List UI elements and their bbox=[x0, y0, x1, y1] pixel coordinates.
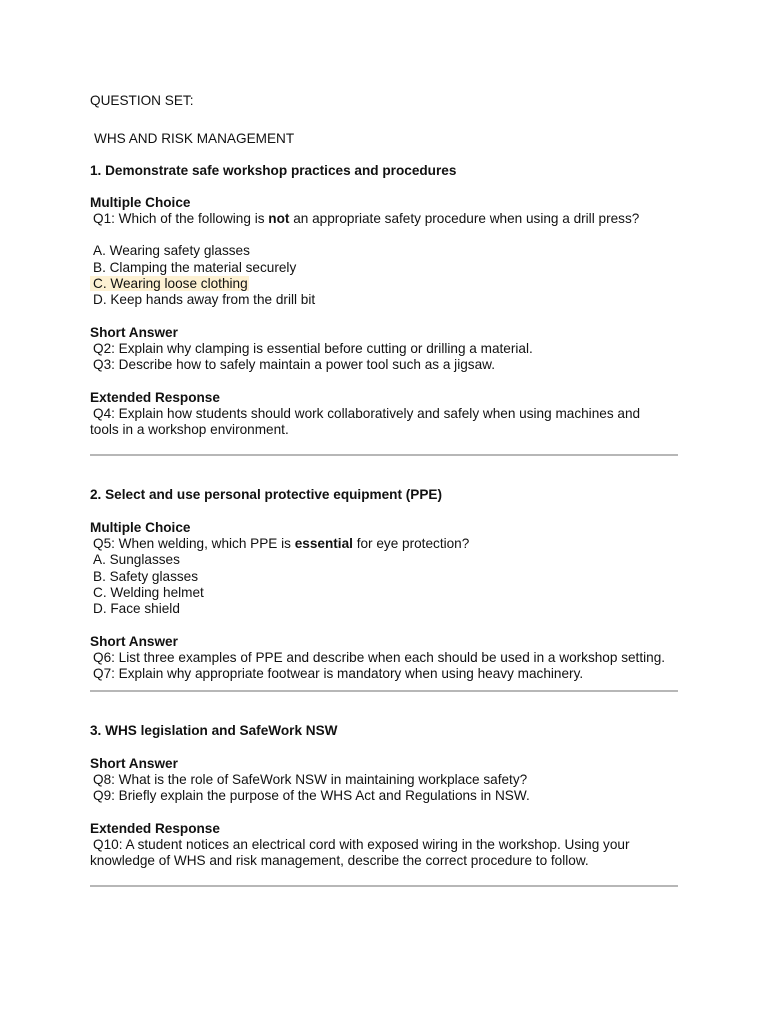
question-q2: Q2: Explain why clamping is essential before cutting or drilling a material. bbox=[93, 340, 533, 356]
doc-label: QUESTION SET: bbox=[90, 93, 194, 108]
s3-extended-response-label: Extended Response bbox=[90, 820, 220, 836]
question-q9: Q9: Briefly explain the purpose of the WHS Act and Regulations in NSW. bbox=[93, 788, 530, 804]
s1-short-answer-label: Short Answer bbox=[90, 324, 178, 340]
q5-option-c: C. Welding helmet bbox=[93, 584, 204, 600]
highlighted-answer: C. Wearing loose clothing bbox=[90, 276, 249, 291]
q5-option-d: D. Face shield bbox=[93, 601, 180, 617]
question-q7: Q7: Explain why appropriate footwear is mandatory when using heavy machinery. bbox=[93, 666, 584, 682]
s1-multiple-choice-label: Multiple Choice bbox=[90, 194, 191, 210]
section-2-heading: 2. Select and use personal protective equipment (PPE) bbox=[90, 487, 443, 503]
question-q4: Q4: Explain how students should work collaboratively and safely when using machines and tools in a workshop environment. bbox=[90, 405, 641, 438]
q1-option-b: B. Clamping the material securely bbox=[93, 259, 297, 275]
s2-multiple-choice-label: Multiple Choice bbox=[90, 519, 191, 535]
s2-short-answer-label: Short Answer bbox=[90, 633, 178, 649]
q1-option-d: D. Keep hands away from the drill bit bbox=[93, 292, 316, 308]
question-q6: Q6: List three examples of PPE and describe when each should be used in a workshop setting. bbox=[93, 649, 666, 665]
section-3-heading: 3. WHS legislation and SafeWork NSW bbox=[90, 723, 338, 739]
question-q3: Q3: Describe how to safely maintain a power tool such as a jigsaw. bbox=[93, 357, 495, 373]
s3-short-answer-label: Short Answer bbox=[90, 755, 178, 771]
doc-title: WHS AND RISK MANAGEMENT bbox=[94, 131, 295, 147]
question-q5: Q5: When welding, which PPE is essential for eye protection? bbox=[93, 536, 470, 552]
section-1-heading: 1. Demonstrate safe workshop practices and procedures bbox=[90, 162, 457, 178]
q1-option-c bbox=[90, 276, 680, 292]
section-divider bbox=[90, 885, 678, 887]
q5-option-b: B. Safety glasses bbox=[93, 568, 199, 584]
s1-extended-response-label: Extended Response bbox=[90, 389, 220, 405]
question-q1: Q1: Which of the following is not an appropriate safety procedure when using a drill press? bbox=[93, 211, 640, 227]
q5-option-a: A. Sunglasses bbox=[93, 552, 180, 568]
question-q8: Q8: What is the role of SafeWork NSW in maintaining workplace safety? bbox=[93, 772, 528, 788]
question-set bbox=[90, 93, 680, 887]
question-q10: Q10: A student notices an electrical cord with exposed wiring in the workshop. Using your knowledge of WHS and risk management, describe the correct procedure to follow. bbox=[90, 836, 630, 869]
q1-option-a: A. Wearing safety glasses bbox=[93, 243, 250, 259]
